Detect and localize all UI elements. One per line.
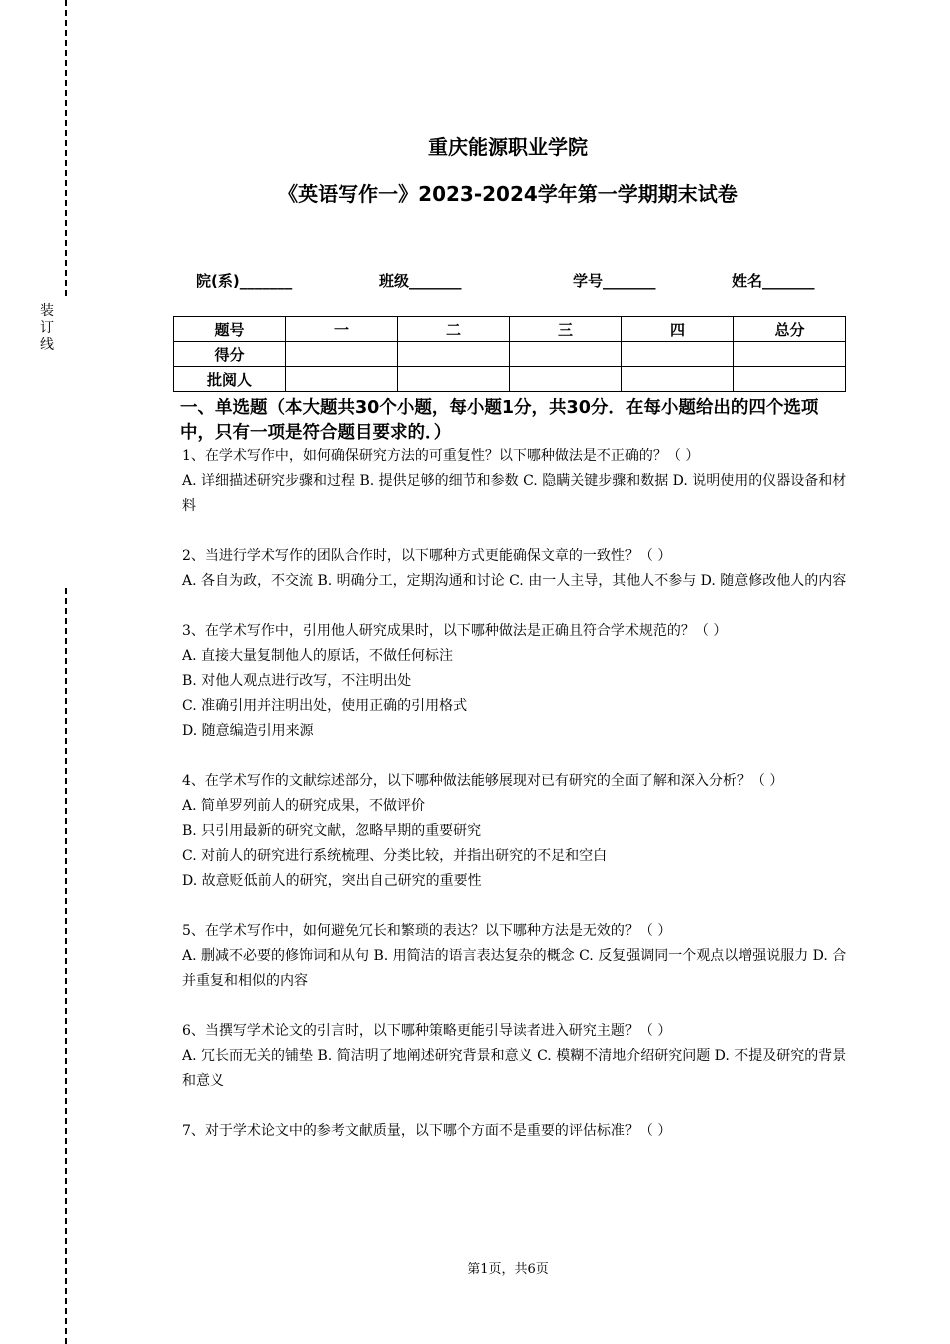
option-a: A. 直接大量复制他人的原话，不做任何标注 [182, 648, 454, 664]
question-2 [182, 544, 850, 594]
score-row [174, 342, 846, 367]
row-label: 得分 [174, 342, 286, 367]
question-stem: 4、在学术写作的文献综述部分，以下哪种做法能够展现对已有研究的全面了解和深入分析？（ ） [182, 773, 784, 789]
question-stem: 3、在学术写作中，引用他人研究成果时，以下哪种做法是正确且符合学术规范的？（ ） [182, 623, 728, 639]
reviewer-cell [286, 367, 398, 392]
question-stem: 2、当进行学术写作的团队合作时，以下哪种方式更能确保文章的一致性？（ ） [182, 548, 672, 564]
header-cell: 一 [286, 317, 398, 342]
question-options: A. 冗长而无关的铺垫 B. 简洁明了地阐述研究背景和意义 C. 模糊不清地介绍研究问题 D. 不提及研究的背景和意义 [182, 1048, 847, 1089]
question-options: A. 各自为政，不交流 B. 明确分工，定期沟通和讨论 C. 由一人主导，其他人不参与 D. 随意修改他人的内容 [182, 573, 847, 589]
question-stem: 1、在学术写作中，如何确保研究方法的可重复性？以下哪种做法是不正确的？（ ） [182, 448, 700, 464]
question-7 [182, 1119, 850, 1144]
question-3 [182, 619, 850, 744]
question-4 [182, 769, 850, 894]
row-label: 批阅人 [174, 367, 286, 392]
reviewer-cell [398, 367, 510, 392]
class-field: 班级_______ [379, 272, 462, 290]
exam-title: 《英语写作一》2023-2024学年第一学期期末试卷 [278, 182, 738, 206]
question-stem: 6、当撰写学术论文的引言时，以下哪种策略更能引导读者进入研究主题？（ ） [182, 1023, 672, 1039]
score-table [173, 316, 846, 392]
reviewer-cell [622, 367, 734, 392]
reviewer-row [174, 367, 846, 392]
question-stem: 7、对于学术论文中的参考文献质量，以下哪个方面不是重要的评估标准？（ ） [182, 1123, 672, 1139]
score-cell [398, 342, 510, 367]
score-table-header-row [174, 317, 846, 342]
header-cell: 总分 [734, 317, 846, 342]
question-5 [182, 919, 850, 994]
score-cell [286, 342, 398, 367]
option-d: D. 随意编造引用来源 [182, 723, 314, 739]
school-title: 重庆能源职业学院 [428, 135, 588, 159]
option-b: B. 只引用最新的研究文献，忽略早期的重要研究 [182, 823, 482, 839]
header-cell: 四 [622, 317, 734, 342]
option-c: C. 准确引用并注明出处，使用正确的引用格式 [182, 698, 468, 714]
header-cell: 三 [510, 317, 622, 342]
student-id-field: 学号_______ [573, 272, 656, 290]
score-cell [510, 342, 622, 367]
score-cell [734, 342, 846, 367]
question-options: A. 删减不必要的修饰词和从句 B. 用简洁的语言表达复杂的概念 C. 反复强调同一个观点以增强说服力 D. 合并重复和相似的内容 [182, 948, 847, 989]
question-6 [182, 1019, 850, 1094]
question-stem: 5、在学术写作中，如何避免冗长和繁琐的表达？以下哪种方法是无效的？（ ） [182, 923, 672, 939]
name-field: 姓名_______ [732, 272, 815, 290]
question-options: A. 详细描述研究步骤和过程 B. 提供足够的细节和参数 C. 隐瞒关键步骤和数据 D. 说明使用的仪器设备和材料 [182, 473, 847, 514]
option-d: D. 故意贬低前人的研究，突出自己研究的重要性 [182, 873, 482, 889]
binding-label: 装订线 [40, 303, 54, 353]
option-a: A. 简单罗列前人的研究成果，不做评价 [182, 798, 426, 814]
question-1 [182, 444, 850, 519]
score-cell [622, 342, 734, 367]
reviewer-cell [734, 367, 846, 392]
question-list [182, 444, 850, 1169]
header-cell: 题号 [174, 317, 286, 342]
section-heading: 一、单选题（本大题共30个小题，每小题1分，共30分．在每小题给出的四个选项中，只有一项是符合题目要求的．） [180, 398, 819, 443]
option-b: B. 对他人观点进行改写，不注明出处 [182, 673, 412, 689]
binding-line [65, 588, 67, 1344]
reviewer-cell [510, 367, 622, 392]
page-footer: 第1页，共6页 [467, 1262, 549, 1277]
header-cell: 二 [398, 317, 510, 342]
option-c: C. 对前人的研究进行系统梳理、分类比较，并指出研究的不足和空白 [182, 848, 608, 864]
department-field: 院(系)_______ [196, 272, 293, 290]
